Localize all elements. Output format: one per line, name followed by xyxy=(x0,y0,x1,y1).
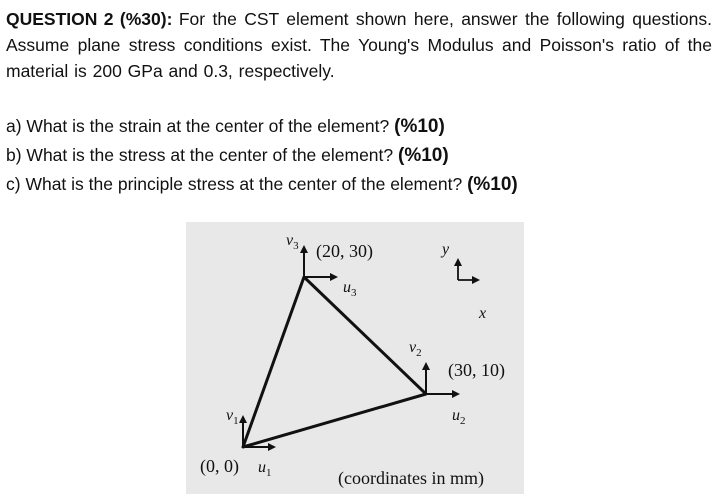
part-b xyxy=(6,141,518,170)
node3-coordinates: (20, 30) xyxy=(316,241,373,261)
part-a-points: (%10) xyxy=(394,116,445,137)
question-parts xyxy=(6,112,518,199)
cst-element-figure xyxy=(186,222,524,494)
part-b-points: (%10) xyxy=(398,145,449,166)
part-b-text: b) What is the stress at the center of the element? xyxy=(6,145,394,165)
question-heading: QUESTION 2 (%30): xyxy=(6,9,173,29)
node1-u-label: $u_1$ xyxy=(258,459,272,479)
x-axis-label: x xyxy=(479,305,487,322)
triangle-element xyxy=(243,277,426,447)
part-c-points: (%10) xyxy=(467,174,518,195)
part-c-text: c) What is the principle stress at the center of the element? xyxy=(6,174,463,194)
part-c xyxy=(6,170,518,199)
node1-coordinates: (0, 0) xyxy=(200,456,239,476)
cst-diagram xyxy=(186,222,524,494)
node3-v-label: $v_3$ xyxy=(286,232,299,252)
node2-v-label: $v_2$ xyxy=(409,339,422,359)
question-intro: For the CST element shown here, answer the following questions. Assume plane stress conditions exist. The Young's Modulus and Poisson's ratio of the material is 200 GPa and 0.3, respectively. xyxy=(6,9,712,81)
node2-coordinates: (30, 10) xyxy=(448,360,505,380)
question-header xyxy=(6,6,712,84)
part-a-text: a) What is the strain at the center of the element? xyxy=(6,116,390,136)
y-axis-label: y xyxy=(442,241,450,258)
part-a xyxy=(6,112,518,141)
node2-u-label: $u_2$ xyxy=(452,407,466,427)
node3-u-label: $u_3$ xyxy=(343,279,357,299)
node1-v-label: $v_1$ xyxy=(226,407,239,427)
coordinates-note: (coordinates in mm) xyxy=(338,468,484,488)
